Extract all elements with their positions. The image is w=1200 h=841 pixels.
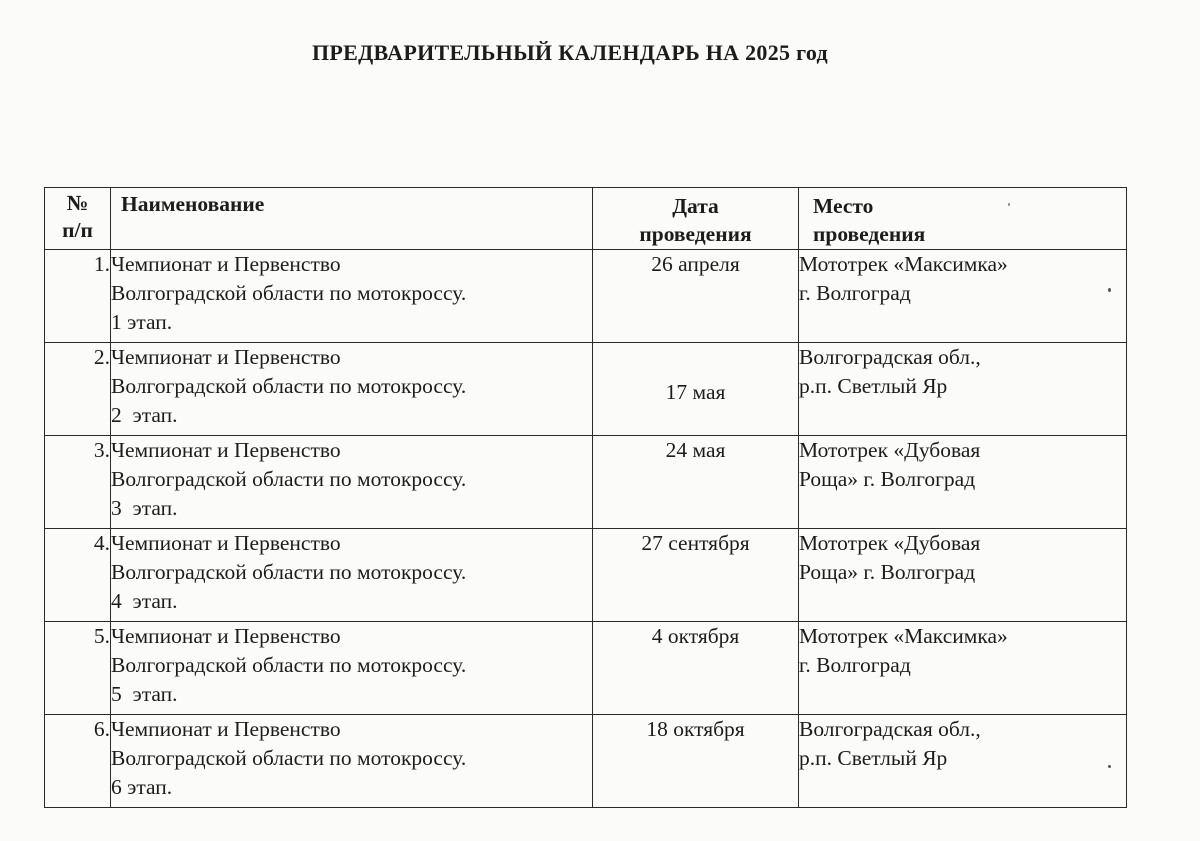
row-number: 6.	[45, 715, 111, 808]
row-number: 4.	[45, 529, 111, 622]
event-name-line: 2 этап.	[111, 403, 178, 427]
header-number	[45, 188, 111, 250]
event-place	[799, 715, 1127, 808]
event-date: 26 апреля	[593, 250, 799, 343]
event-name-line: 5 этап.	[111, 682, 178, 706]
table-row	[45, 343, 1127, 436]
header-row	[45, 188, 1127, 250]
event-date: 27 сентября	[593, 529, 799, 622]
event-name-line: Волгоградской области по мотокроссу.	[111, 653, 467, 677]
event-name-line: Волгоградской области по мотокроссу.	[111, 281, 467, 305]
event-name-line: Чемпионат и Первенство	[111, 345, 341, 369]
scan-speck	[1108, 765, 1111, 768]
event-place-line: р.п. Светлый Яр	[799, 374, 948, 398]
event-place-line: Волгоградская обл.,	[799, 345, 981, 369]
document-title: ПРЕДВАРИТЕЛЬНЫЙ КАЛЕНДАРЬ НА 2025 год	[312, 40, 828, 65]
event-place-line: р.п. Светлый Яр	[799, 746, 948, 770]
header-date	[593, 188, 799, 250]
event-name-line: Волгоградской области по мотокроссу.	[111, 746, 467, 770]
event-name-line: 3 этап.	[111, 496, 178, 520]
event-name-line: Чемпионат и Первенство	[111, 717, 341, 741]
event-name	[111, 250, 593, 343]
event-date: 18 октября	[593, 715, 799, 808]
header-place	[799, 188, 1127, 250]
event-name-line: Волгоградской области по мотокроссу.	[111, 374, 467, 398]
header-place-line: Место	[813, 194, 874, 218]
event-name-line: Волгоградской области по мотокроссу.	[111, 467, 467, 491]
calendar-table	[44, 187, 1127, 808]
event-date: 4 октября	[593, 622, 799, 715]
event-place-line: Роща» г. Волгоград	[799, 467, 976, 491]
event-name-line: 1 этап.	[111, 310, 173, 334]
event-name-line: Чемпионат и Первенство	[111, 624, 341, 648]
event-place-line: Роща» г. Волгоград	[799, 560, 976, 584]
event-date: 24 мая	[593, 436, 799, 529]
event-place-line: г. Волгоград	[799, 653, 911, 677]
event-name	[111, 622, 593, 715]
header-number-line: №	[66, 191, 89, 215]
header-number-line: п/п	[62, 218, 93, 242]
scan-speck	[1008, 203, 1010, 206]
header-date-line: проведения	[639, 222, 752, 246]
event-name-line: 4 этап.	[111, 589, 178, 613]
event-place	[799, 622, 1127, 715]
event-name	[111, 529, 593, 622]
event-place	[799, 343, 1127, 436]
event-name-line: Чемпионат и Первенство	[111, 531, 341, 555]
event-place	[799, 436, 1127, 529]
event-place	[799, 250, 1127, 343]
event-name-line: Чемпионат и Первенство	[111, 438, 341, 462]
header-name: Наименование	[111, 188, 593, 250]
row-number: 3.	[45, 436, 111, 529]
scan-speck	[1108, 288, 1111, 292]
event-place-line: Мототрек «Дубовая	[799, 531, 981, 555]
event-place-line: Мототрек «Максимка»	[799, 624, 1008, 648]
event-name-line: 6 этап.	[111, 775, 173, 799]
row-number: 2.	[45, 343, 111, 436]
event-place-line: Волгоградская обл.,	[799, 717, 981, 741]
header-date-line: Дата	[672, 194, 719, 218]
event-place-line: Мототрек «Дубовая	[799, 438, 981, 462]
table-row	[45, 715, 1127, 808]
event-name-line: Чемпионат и Первенство	[111, 252, 341, 276]
row-number: 5.	[45, 622, 111, 715]
header-place-line: проведения	[813, 222, 926, 246]
event-name	[111, 715, 593, 808]
table-row	[45, 622, 1127, 715]
event-name	[111, 343, 593, 436]
event-name-line: Волгоградской области по мотокроссу.	[111, 560, 467, 584]
table-row	[45, 529, 1127, 622]
event-place-line: г. Волгоград	[799, 281, 911, 305]
event-name	[111, 436, 593, 529]
event-place-line: Мототрек «Максимка»	[799, 252, 1008, 276]
table-row	[45, 436, 1127, 529]
event-place	[799, 529, 1127, 622]
event-date: 17 мая	[593, 343, 799, 436]
row-number: 1.	[45, 250, 111, 343]
table-row	[45, 250, 1127, 343]
